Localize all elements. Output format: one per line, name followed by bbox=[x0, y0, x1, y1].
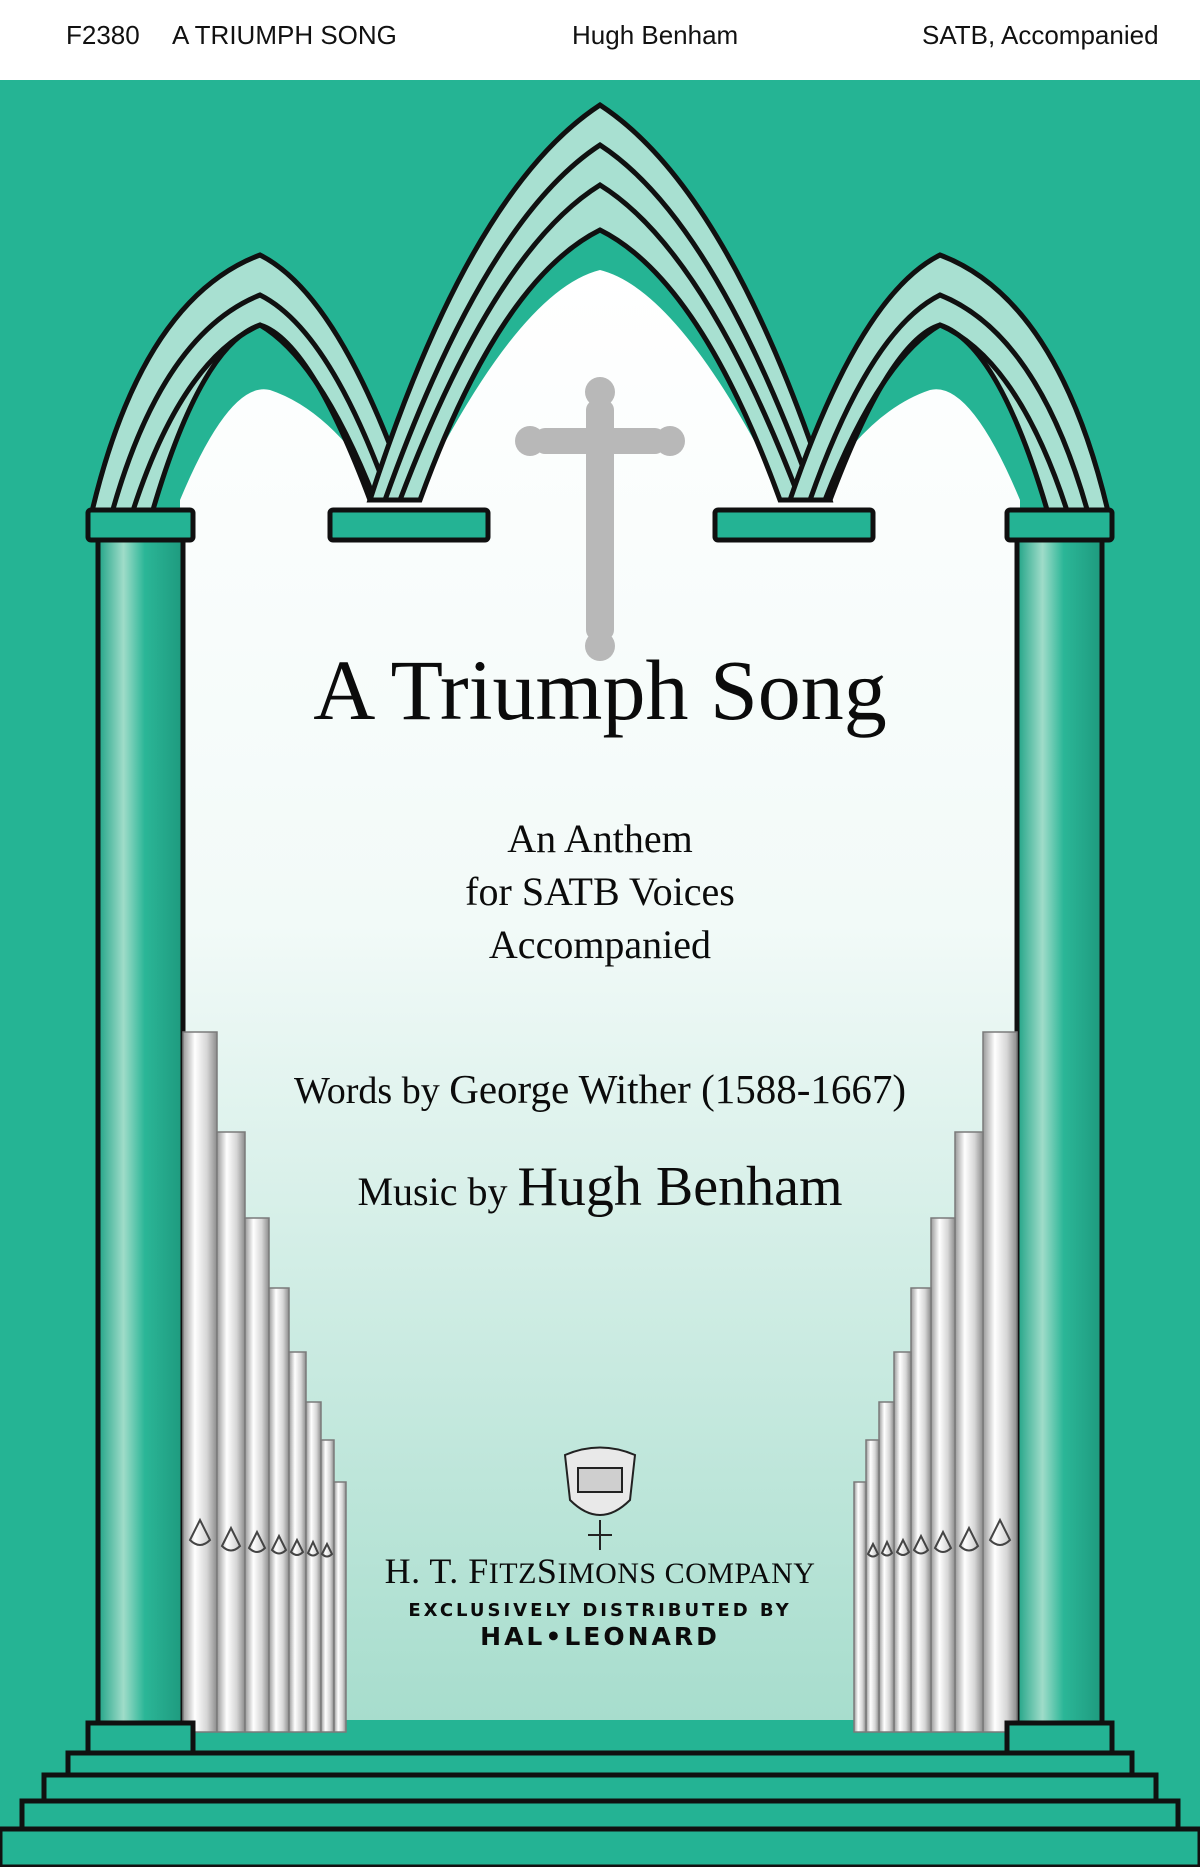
catalog-number: F2380 bbox=[66, 20, 140, 50]
publisher-name-part-2: IMONS COMPANY bbox=[557, 1557, 816, 1590]
words-author: George Wither (1588-1667) bbox=[449, 1066, 907, 1112]
cover-art bbox=[0, 80, 1200, 1867]
music-author: Hugh Benham bbox=[517, 1156, 843, 1218]
publisher-name-cap: S bbox=[536, 1551, 558, 1591]
words-prefix: Words by bbox=[293, 1070, 440, 1112]
catalog-header bbox=[0, 0, 1200, 80]
header-composer: Hugh Benham bbox=[572, 20, 739, 50]
subtitle-line-2: for SATB Voices bbox=[465, 869, 735, 914]
publisher-name-part-1: ITZ bbox=[488, 1557, 537, 1590]
words-credit bbox=[0, 1065, 1200, 1113]
header-voicing: SATB, Accompanied bbox=[922, 20, 1159, 50]
header-title: A TRIUMPH SONG bbox=[172, 20, 397, 50]
subtitle-line-3: Accompanied bbox=[488, 922, 712, 967]
publisher-initials: H. T. F bbox=[384, 1551, 489, 1591]
publisher-name bbox=[0, 1550, 1200, 1592]
music-prefix: Music by bbox=[357, 1169, 508, 1214]
cover-title: A Triumph Song bbox=[313, 642, 887, 738]
cover-illustration bbox=[0, 80, 1200, 1867]
subtitle-line-1: An Anthem bbox=[507, 816, 693, 861]
distributor-name: HAL•LEONARD bbox=[480, 1622, 720, 1651]
music-credit bbox=[0, 1155, 1200, 1219]
distribution-line: EXCLUSIVELY DISTRIBUTED BY bbox=[408, 1600, 792, 1621]
